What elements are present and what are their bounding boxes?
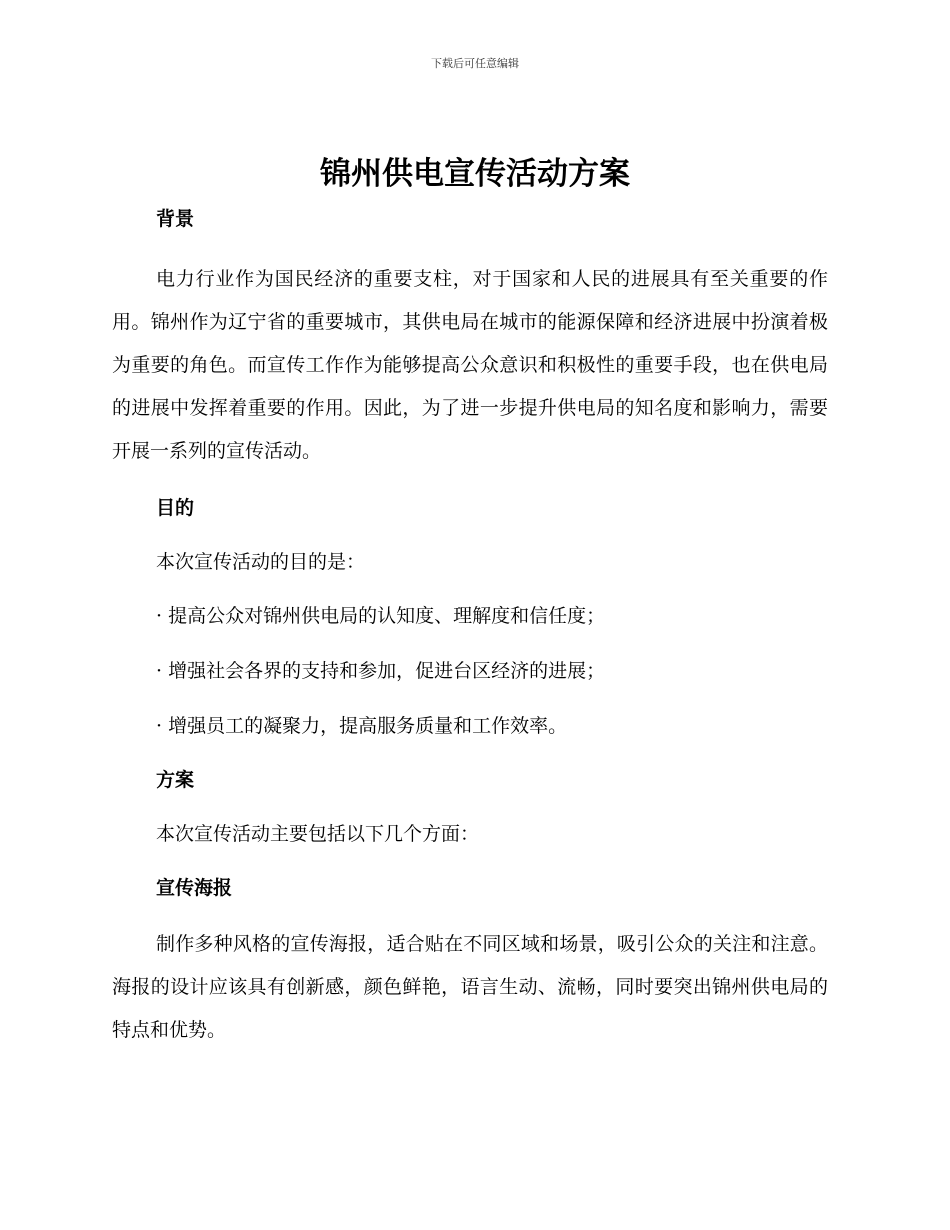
purpose-bullet-2: · 增强社会各界的支持和参加，促进台区经济的进展； [156,660,606,682]
section-background [112,202,828,473]
section-heading-background: 背景 [156,208,195,230]
background-paragraph: 电力行业作为国民经济的重要支柱，对于国家和人民的进展具有至关重要的作用。锦州作为辽宁省的重要城市，其供电局在城市的能源保障和经济进展中扮演着极为重要的角色。而宣传工作作为能够提高公众意识和积极性的重要手段，也在供电局的进展中发挥着重要的作用。因此，为了进一步提升供电局的知名度和影响力，需要开展一系列的宣传活动。 [112,268,828,462]
section-poster [112,871,828,1052]
section-purpose [112,491,828,743]
section-heading-purpose: 目的 [156,497,195,519]
plan-intro: 本次宣传活动主要包括以下几个方面： [156,823,480,845]
document-body [112,202,828,1052]
section-plan [112,763,828,851]
purpose-bullet-1: · 提高公众对锦州供电局的认知度、理解度和信任度； [156,605,606,627]
purpose-bullet-3: · 增强员工的凝聚力，提高服务质量和工作效率。 [156,715,568,737]
purpose-intro: 本次宣传活动的目的是： [156,551,366,573]
section-heading-plan: 方案 [156,769,195,791]
header-note: 下载后可任意编辑 [431,57,519,70]
poster-paragraph: 制作多种风格的宣传海报，适合贴在不同区域和场景，吸引公众的关注和注意。海报的设计应该具有创新感，颜色鲜艳，语言生动、流畅，同时要突出锦州供电局的特点和优势。 [112,933,828,1041]
section-heading-poster: 宣传海报 [156,877,233,899]
document-title: 锦州供电宣传活动方案 [320,156,630,192]
